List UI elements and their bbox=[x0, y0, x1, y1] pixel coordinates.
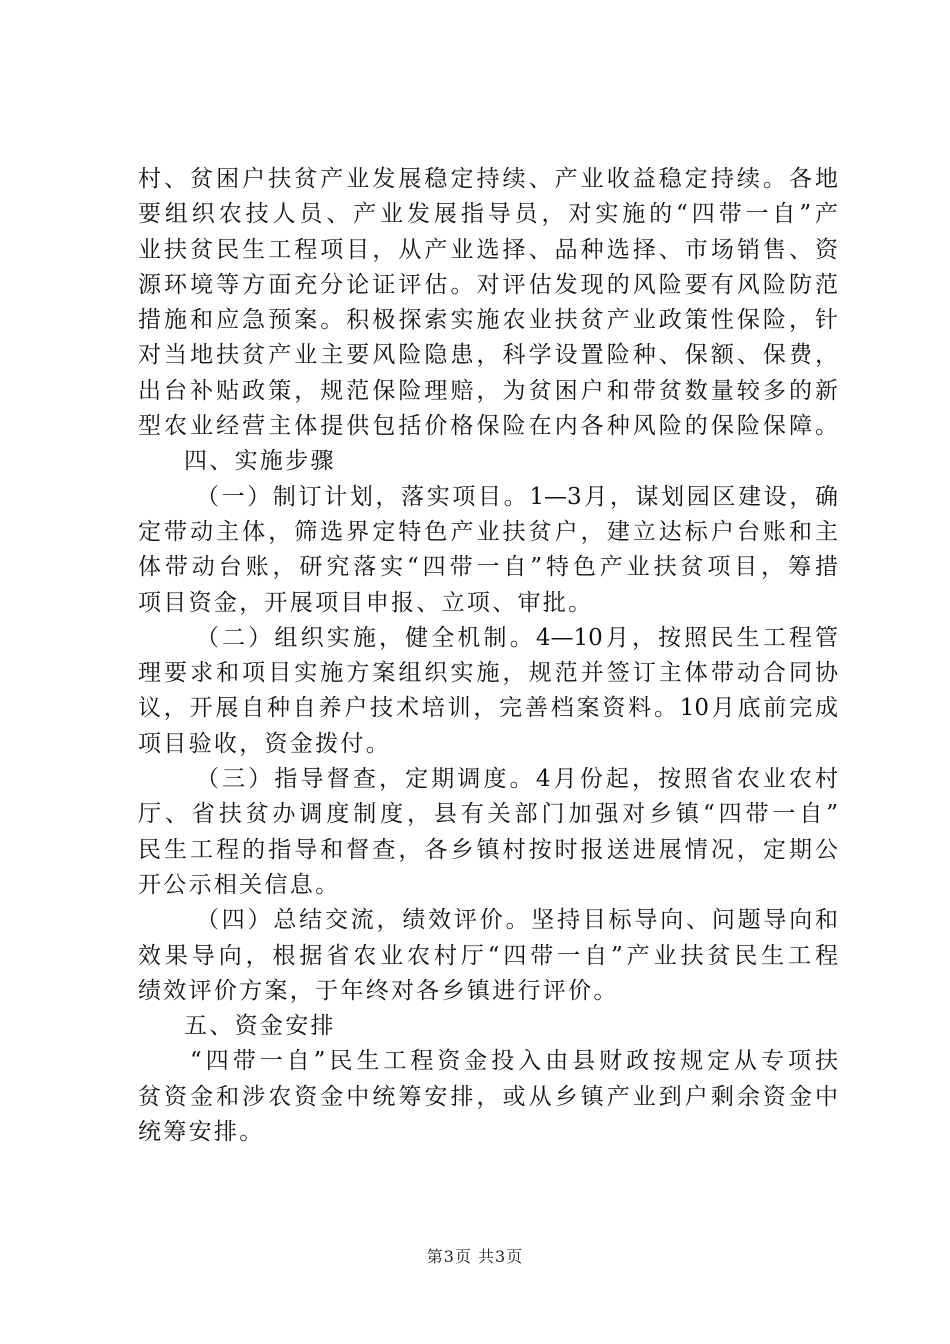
text-line: 体带动台账，研究落实“四带一自”特色产业扶贫项目，筹措 bbox=[138, 554, 838, 581]
text-line: 绩效评价方案，于年终对各乡镇进行评价。 bbox=[138, 977, 619, 1004]
text-line: “四带一自”民生工程资金投入由县财政按规定从专项扶 bbox=[190, 1048, 838, 1075]
page-number: 第3页 共3页 bbox=[426, 1247, 524, 1266]
text-line: 型农业经营主体提供包括价格保险在内各种风险的保险保障。 bbox=[138, 413, 838, 440]
text-line: 定带动主体，筛选界定特色产业扶贫户，建立达标户台账和主 bbox=[138, 518, 838, 545]
text-line: （四）总结交流，绩效评价。坚持目标导向、问题导向和 bbox=[196, 907, 838, 934]
text-line: （一）制订计划，落实项目。1—3月，谋划园区建设，确 bbox=[196, 483, 838, 510]
text-line: 统筹安排。 bbox=[138, 1119, 265, 1146]
section-heading: 五、资金安排 bbox=[184, 1013, 336, 1040]
text-line: 业扶贫民生工程项目，从产业选择、品种选择、市场销售、资 bbox=[138, 236, 838, 263]
text-line: 理要求和项目实施方案组织实施，规范并签订主体带动合同协 bbox=[138, 660, 838, 687]
text-line: 要组织农技人员、产业发展指导员，对实施的“四带一自”产 bbox=[138, 201, 838, 228]
text-line: 对当地扶贫产业主要风险隐患，科学设置险种、保额、保费， bbox=[138, 342, 838, 369]
text-line: 项目资金，开展项目申报、立项、审批。 bbox=[138, 589, 594, 616]
document-body bbox=[138, 162, 838, 1150]
text-line: 开公示相关信息。 bbox=[138, 871, 341, 898]
text-line: 措施和应急预案。积极探索实施农业扶贫产业政策性保险，针 bbox=[138, 307, 838, 334]
text-line: 村、贫困户扶贫产业发展稳定持续、产业收益稳定持续。各地 bbox=[138, 166, 838, 192]
text-line: 出台补贴政策，规范保险理赔，为贫困户和带贫数量较多的新 bbox=[138, 377, 838, 404]
text-line: 厅、省扶贫办调度制度，县有关部门加强对乡镇“四带一自” bbox=[138, 801, 838, 828]
text-line: 贫资金和涉农资金中统筹安排，或从乡镇产业到户剩余资金中 bbox=[138, 1083, 838, 1110]
text-line: （二）组织实施，健全机制。4—10月，按照民生工程管 bbox=[196, 624, 838, 651]
section-heading: 四、实施步骤 bbox=[184, 448, 336, 475]
text-line: （三）指导督查，定期调度。4月份起，按照省农业农村 bbox=[196, 766, 838, 793]
text-line: 项目验收，资金拨付。 bbox=[138, 730, 391, 757]
text-line: 效果导向，根据省农业农村厅“四带一自”产业扶贫民生工程 bbox=[138, 942, 838, 969]
text-line: 民生工程的指导和督查，各乡镇村按时报送进展情况，定期公 bbox=[138, 836, 838, 863]
text-line: 源环境等方面充分论证评估。对评估发现的风险要有风险防范 bbox=[138, 271, 838, 298]
text-line: 议，开展自种自养户技术培训，完善档案资料。10月底前完成 bbox=[138, 695, 838, 722]
